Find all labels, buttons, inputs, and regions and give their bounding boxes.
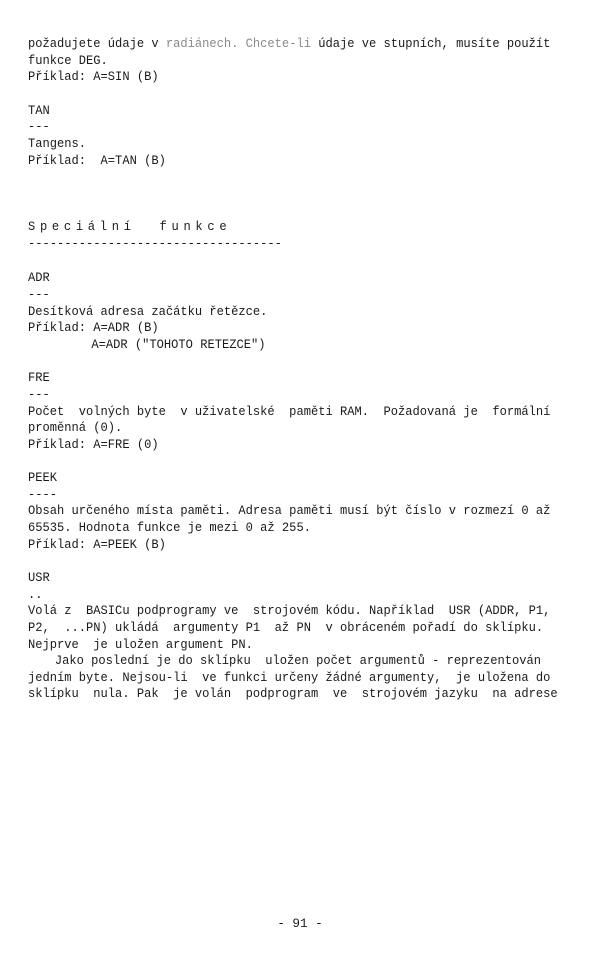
sin-continuation-line-2: funkce DEG. <box>28 53 108 68</box>
function-name-fre: FRE <box>28 371 50 386</box>
text-run: požadujete údaje v <box>28 37 166 51</box>
spacer <box>28 453 554 470</box>
function-example-adr-2: A=ADR ("TOHOTO RETEZCE") <box>91 337 266 352</box>
text-run: údaje ve stupních, musíte použít <box>310 37 551 51</box>
function-desc-fre-1: Počet volných byte v uživatelské paměti RAM. Požadovaná je formální <box>28 404 551 419</box>
page-number: - 91 - <box>277 917 323 931</box>
spacer <box>28 252 554 270</box>
function-desc-fre-2: proměnná (0). <box>28 421 123 436</box>
function-example-tan: Příklad: A=TAN (B) <box>28 153 166 168</box>
spacer <box>28 553 554 570</box>
section-heading: Speciální funkce <box>28 220 232 235</box>
faded-text-run: radiánech. Chcete-li <box>165 37 311 51</box>
spacer <box>28 86 554 103</box>
function-desc-peek-1: Obsah určeného místa paměti. Adresa paměti musí být číslo v rozmezí 0 až <box>28 504 551 519</box>
function-rule-peek: ---- <box>28 487 58 502</box>
function-desc-tan: Tangens. <box>28 136 87 151</box>
document-page <box>28 36 558 703</box>
function-name-peek: PEEK <box>28 471 58 486</box>
function-desc-usr-p1-1: Volá z BASICu podprogramy ve strojovém kódu. Například USR (ADDR, P1, <box>28 604 551 619</box>
function-example-adr-1: Příklad: A=ADR (B) <box>28 321 159 336</box>
function-rule-tan: --- <box>28 120 50 135</box>
function-rule-adr: --- <box>28 287 50 302</box>
function-desc-usr-p2-1: Jako poslední je do sklípku uložen počet argumentů - reprezentován <box>54 654 541 669</box>
function-desc-usr-p2-3: sklípku nula. Pak je volán podprogram ve strojovém jazyku na adrese <box>28 687 558 702</box>
function-desc-usr-p1-3: Nejprve je uložen argument PN. <box>28 637 253 652</box>
function-desc-usr-p2-2: jedním byte. Nejsou-li ve funkci určeny žádné argumenty, je uložena do <box>28 670 551 685</box>
function-desc-peek-2: 65535. Hodnota funkce je mezi 0 až 255. <box>28 521 311 536</box>
function-name-tan: TAN <box>28 103 50 118</box>
spacer <box>28 169 554 219</box>
function-example-fre: Příklad: A=FRE (0) <box>28 437 159 452</box>
sin-continuation-line-1 <box>28 36 554 53</box>
spacer <box>28 353 554 370</box>
function-rule-usr: .. <box>28 587 43 602</box>
function-desc-adr: Desítková adresa začátku řetězce. <box>28 304 268 319</box>
section-heading-rule: ----------------------------------- <box>28 236 282 251</box>
function-example-peek: Příklad: A=PEEK (B) <box>28 537 166 552</box>
function-name-adr: ADR <box>28 271 50 286</box>
function-desc-usr-p1-2: P2, ...PN) ukládá argumenty P1 až PN v obráceném pořadí do sklípku. <box>28 621 544 636</box>
function-rule-fre: --- <box>28 387 50 402</box>
function-name-usr: USR <box>28 571 50 586</box>
sin-example: Příklad: A=SIN (B) <box>28 70 159 85</box>
